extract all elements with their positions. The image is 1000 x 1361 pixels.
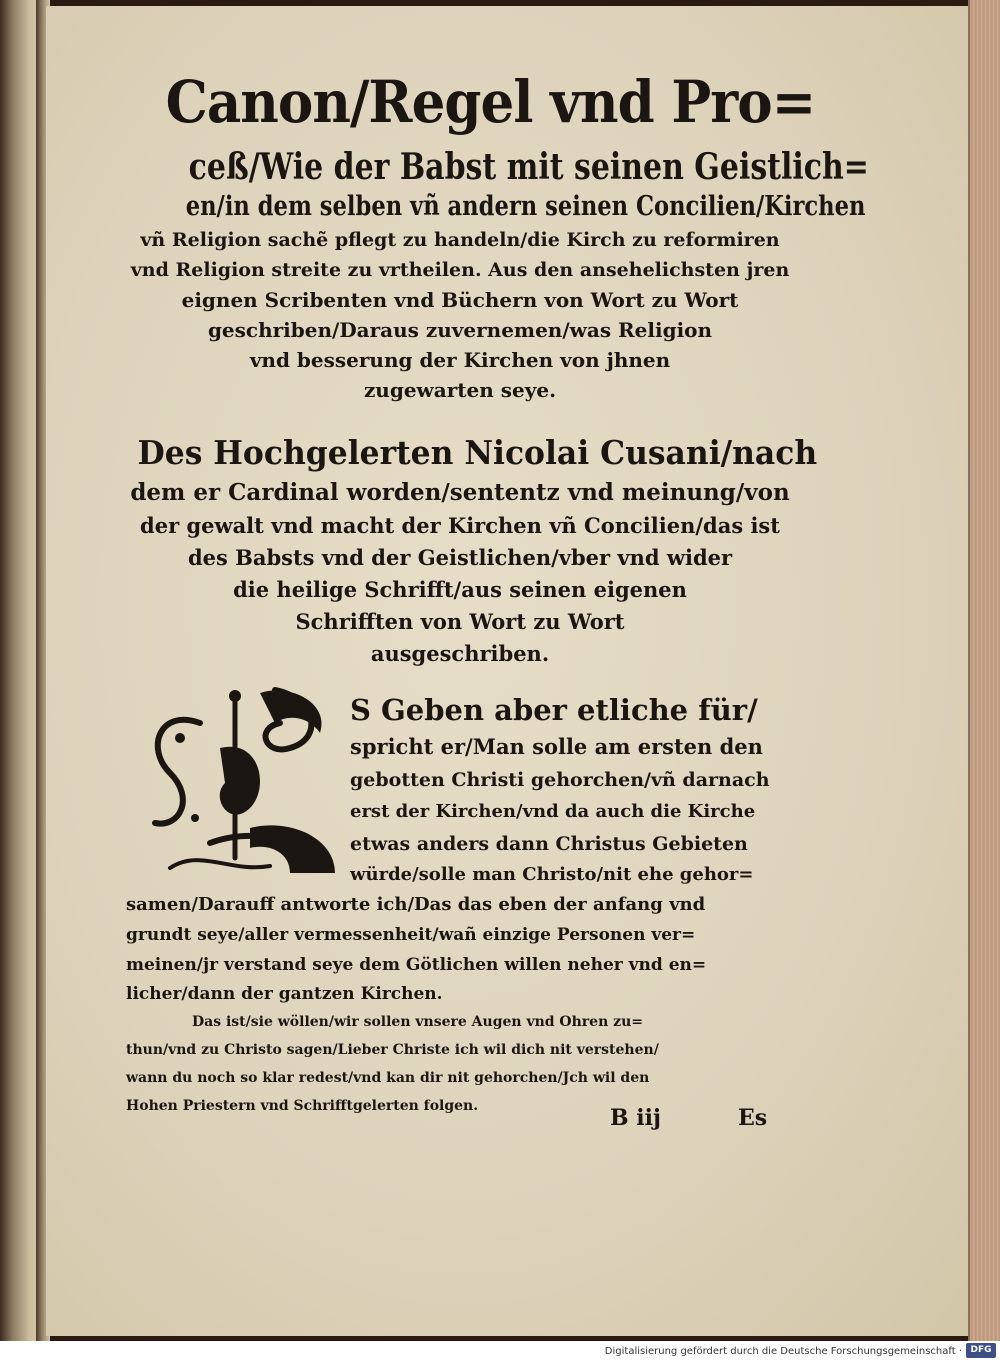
heading-2-line: Des Hochgelerten Nicolai Cusani/nach [137, 433, 818, 472]
heading-1-line: vnd besserung der Kirchen von jhnen [249, 348, 671, 372]
body-line: licher/dann der gantzen Kirchen. [126, 984, 443, 1004]
heading-1-line: en/in dem selben vñ andern seinen Concilien/Kirchen [185, 191, 866, 222]
book-fore-edge [968, 0, 1000, 1341]
body-line: grundt seye/aller vermessenheit/wañ einzige Personen ver= [126, 925, 696, 945]
heading-2-line: der gewalt vnd macht der Kirchen vñ Concilien/das ist [140, 513, 780, 538]
heading-1-line: ceß/Wie der Babst mit seinen Geistlich= [188, 146, 869, 188]
dfg-logo: DFG [966, 1343, 996, 1358]
signature-mark: B iij [610, 1105, 661, 1131]
heading-1-line: geschriben/Daraus zuvernemen/was Religion [207, 318, 713, 342]
body-line: erst der Kirchen/vnd da auch die Kirche [350, 801, 756, 822]
body-line: würde/solle man Christo/nit ehe gehor= [350, 864, 754, 885]
body-line: samen/Darauff antworte ich/Das das eben der anfang vnd [126, 894, 706, 915]
body-text [120, 690, 800, 1120]
heading-2-line: des Babsts vnd der Geistlichen/vber vnd wider [187, 545, 733, 570]
heading-2-line: Schrifften von Wort zu Wort [295, 609, 625, 634]
body-line: S Geben aber etliche für/ [350, 693, 758, 727]
body-small-line: thun/vnd zu Christo sagen/Lieber Christe ich wil dich nit verstehen/ [126, 1042, 659, 1058]
heading-2-line: ausgeschriben. [370, 641, 550, 666]
body-small-line: wann du noch so klar redest/vnd kan dir nit gehorchen/Jch wil den [126, 1070, 650, 1086]
body-line: meinen/jr verstand seye dem Götlichen willen neher vnd en= [126, 955, 707, 975]
body-small-line: Hohen Priestern vnd Schrifftgelerten folgen. [126, 1098, 479, 1114]
body-line: etwas anders dann Christus Gebieten [350, 833, 748, 855]
body-line: spricht er/Man solle am ersten den [350, 734, 763, 759]
page-title: Canon/Regel vnd Pro= [165, 68, 816, 136]
heading-2-line: dem er Cardinal worden/sententz vnd meinung/von [130, 479, 790, 506]
body-line: gebotten Christi gehorchen/vñ darnach [350, 769, 770, 791]
heading-block-1 [120, 145, 869, 405]
heading-1-line: eignen Scribenten vnd Büchern von Wort zu Wort [181, 288, 739, 312]
heading-block-2 [120, 430, 818, 670]
digitization-credit: Digitalisierung gefördert durch die Deutsche Forschungsgemeinschaft · [604, 1346, 962, 1357]
heading-2-line: die heilige Schrifft/aus seinen eigenen [233, 577, 687, 602]
body-small-line: Das ist/sie wöllen/wir sollen vnsere Augen vnd Ohren zu= [192, 1014, 643, 1030]
catchword: Es [738, 1105, 768, 1131]
heading-1-line: vñ Religion sachẽ pflegt zu handeln/die Kirch zu reformiren [140, 229, 780, 251]
heading-1-line: vnd Religion streite zu vrtheilen. Aus den ansehelichsten jren [130, 259, 790, 281]
heading-1-line: zugewarten seye. [363, 378, 557, 402]
